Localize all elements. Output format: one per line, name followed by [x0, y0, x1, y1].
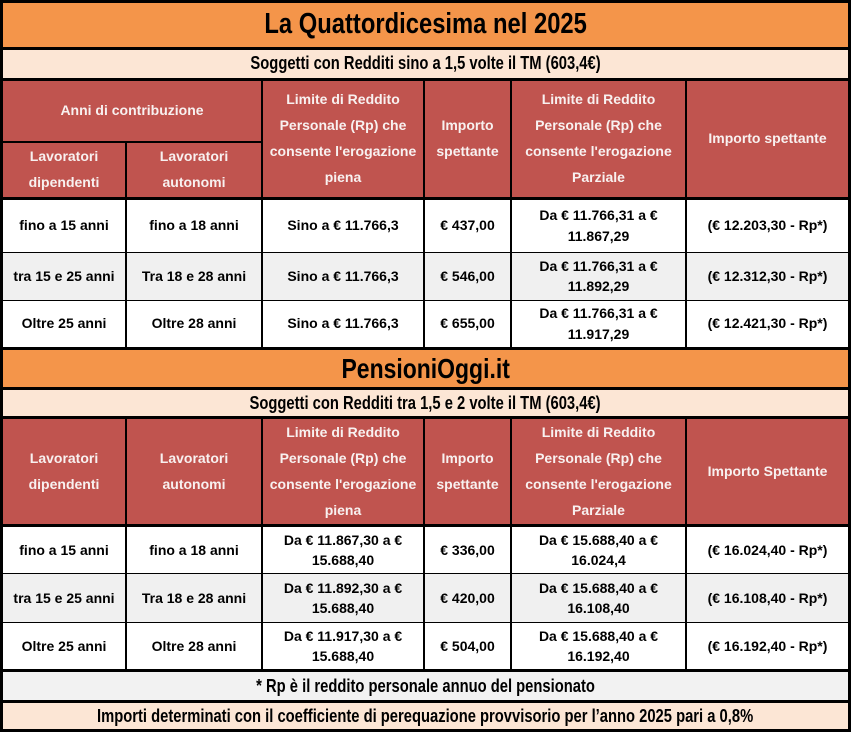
- header-limite-erogazione-piena: Limite di Reddito Personale (Rp) che consente l'erogazione piena: [263, 419, 423, 524]
- title-bar: [3, 3, 848, 47]
- table-cell: Da € 15.688,40 a € 16.024,4: [512, 527, 685, 573]
- header-importo-spettante: Importo spettante: [425, 419, 510, 524]
- header-lavoratori-dipendenti: Lavoratori dipendenti: [3, 419, 125, 524]
- table-cell: (€ 12.312,30 - Rp*): [687, 253, 848, 300]
- table-cell: Sino a € 11.766,3: [263, 200, 423, 252]
- table-cell: € 336,00: [425, 527, 510, 573]
- header-anni-di-contribuzione: Anni di contribuzione: [3, 81, 261, 141]
- table-cell: € 504,00: [425, 623, 510, 669]
- table-cell: Da € 11.766,31 a € 11.867,29: [512, 200, 685, 252]
- table-cell: tra 15 e 25 anni: [3, 574, 125, 622]
- footer-note: Importi determinati con il coefficiente di perequazione provvisorio per l’anno 2025 pari a 0,8%: [97, 705, 754, 726]
- table-cell: Da € 11.892,30 a € 15.688,40: [263, 574, 423, 622]
- section2-subtitle-bar: [3, 390, 848, 416]
- table-cell: (€ 16.192,40 - Rp*): [687, 623, 848, 669]
- header-importo-spettante: Importo spettante: [425, 81, 510, 197]
- table-cell: € 655,00: [425, 301, 510, 347]
- table-cell: (€ 16.024,40 - Rp*): [687, 527, 848, 573]
- footnote-bar: [3, 672, 848, 700]
- table-cell: tra 15 e 25 anni: [3, 253, 125, 300]
- brand-title: PensioniOggi.it: [341, 352, 510, 384]
- table-cell: € 437,00: [425, 200, 510, 252]
- page-title: La Quattordicesima nel 2025: [264, 8, 587, 41]
- table-cell: (€ 12.203,30 - Rp*): [687, 200, 848, 252]
- header-lavoratori-autonomi: Lavoratori autonomi: [127, 143, 261, 197]
- table-cell: Da € 11.766,31 a € 11.892,29: [512, 253, 685, 300]
- table-cell: Tra 18 e 28 anni: [127, 574, 261, 622]
- section2-header-row: [3, 419, 848, 524]
- table-cell: € 546,00: [425, 253, 510, 300]
- brand-bar: [3, 350, 848, 388]
- table-cell: (€ 12.421,30 - Rp*): [687, 301, 848, 347]
- table-cell: Da € 15.688,40 a € 16.192,40: [512, 623, 685, 669]
- table-cell: Oltre 25 anni: [3, 623, 125, 669]
- table-cell: Da € 11.766,31 a € 11.917,29: [512, 301, 685, 347]
- table-cell: € 420,00: [425, 574, 510, 622]
- table-cell: fino a 18 anni: [127, 527, 261, 573]
- table-cell: Da € 15.688,40 a € 16.108,40: [512, 574, 685, 622]
- table-cell: Oltre 28 anni: [127, 301, 261, 347]
- table-cell: fino a 15 anni: [3, 200, 125, 252]
- section1-table-body: [3, 200, 848, 347]
- section1-header-row: [3, 81, 848, 197]
- table-cell: Da € 11.867,30 a € 15.688,40: [263, 527, 423, 573]
- header-importo-spettante-parziale: Importo spettante: [687, 81, 848, 197]
- section1-subtitle: Soggetti con Redditi sino a 1,5 volte il TM (603,4€): [250, 53, 601, 74]
- table-cell: Tra 18 e 28 anni: [127, 253, 261, 300]
- table-cell: fino a 18 anni: [127, 200, 261, 252]
- header-lavoratori-dipendenti: Lavoratori dipendenti: [3, 143, 125, 197]
- header-limite-erogazione-parziale: Limite di Reddito Personale (Rp) che consente l'erogazione Parziale: [512, 419, 685, 524]
- table-cell: fino a 15 anni: [3, 527, 125, 573]
- section1-subtitle-bar: [3, 50, 848, 78]
- header-limite-erogazione-parziale: Limite di Reddito Personale (Rp) che consente l'erogazione Parziale: [512, 81, 685, 197]
- table-cell: Sino a € 11.766,3: [263, 301, 423, 347]
- header-importo-spettante-parziale: Importo Spettante: [687, 419, 848, 524]
- header-lavoratori-autonomi: Lavoratori autonomi: [127, 419, 261, 524]
- header-limite-erogazione-piena: Limite di Reddito Personale (Rp) che consente l'erogazione piena: [263, 81, 423, 197]
- section2-table-body: [3, 527, 848, 669]
- table-cell: Sino a € 11.766,3: [263, 253, 423, 300]
- table-cell: Oltre 28 anni: [127, 623, 261, 669]
- section2-subtitle: Soggetti con Redditi tra 1,5 e 2 volte il TM (603,4€): [249, 392, 602, 413]
- table-cell: (€ 16.108,40 - Rp*): [687, 574, 848, 622]
- footnote-text: * Rp è il reddito personale annuo del pensionato: [256, 675, 595, 696]
- table-cell: Oltre 25 anni: [3, 301, 125, 347]
- table-cell: Da € 11.917,30 a € 15.688,40: [263, 623, 423, 669]
- footer-bar: [3, 703, 848, 729]
